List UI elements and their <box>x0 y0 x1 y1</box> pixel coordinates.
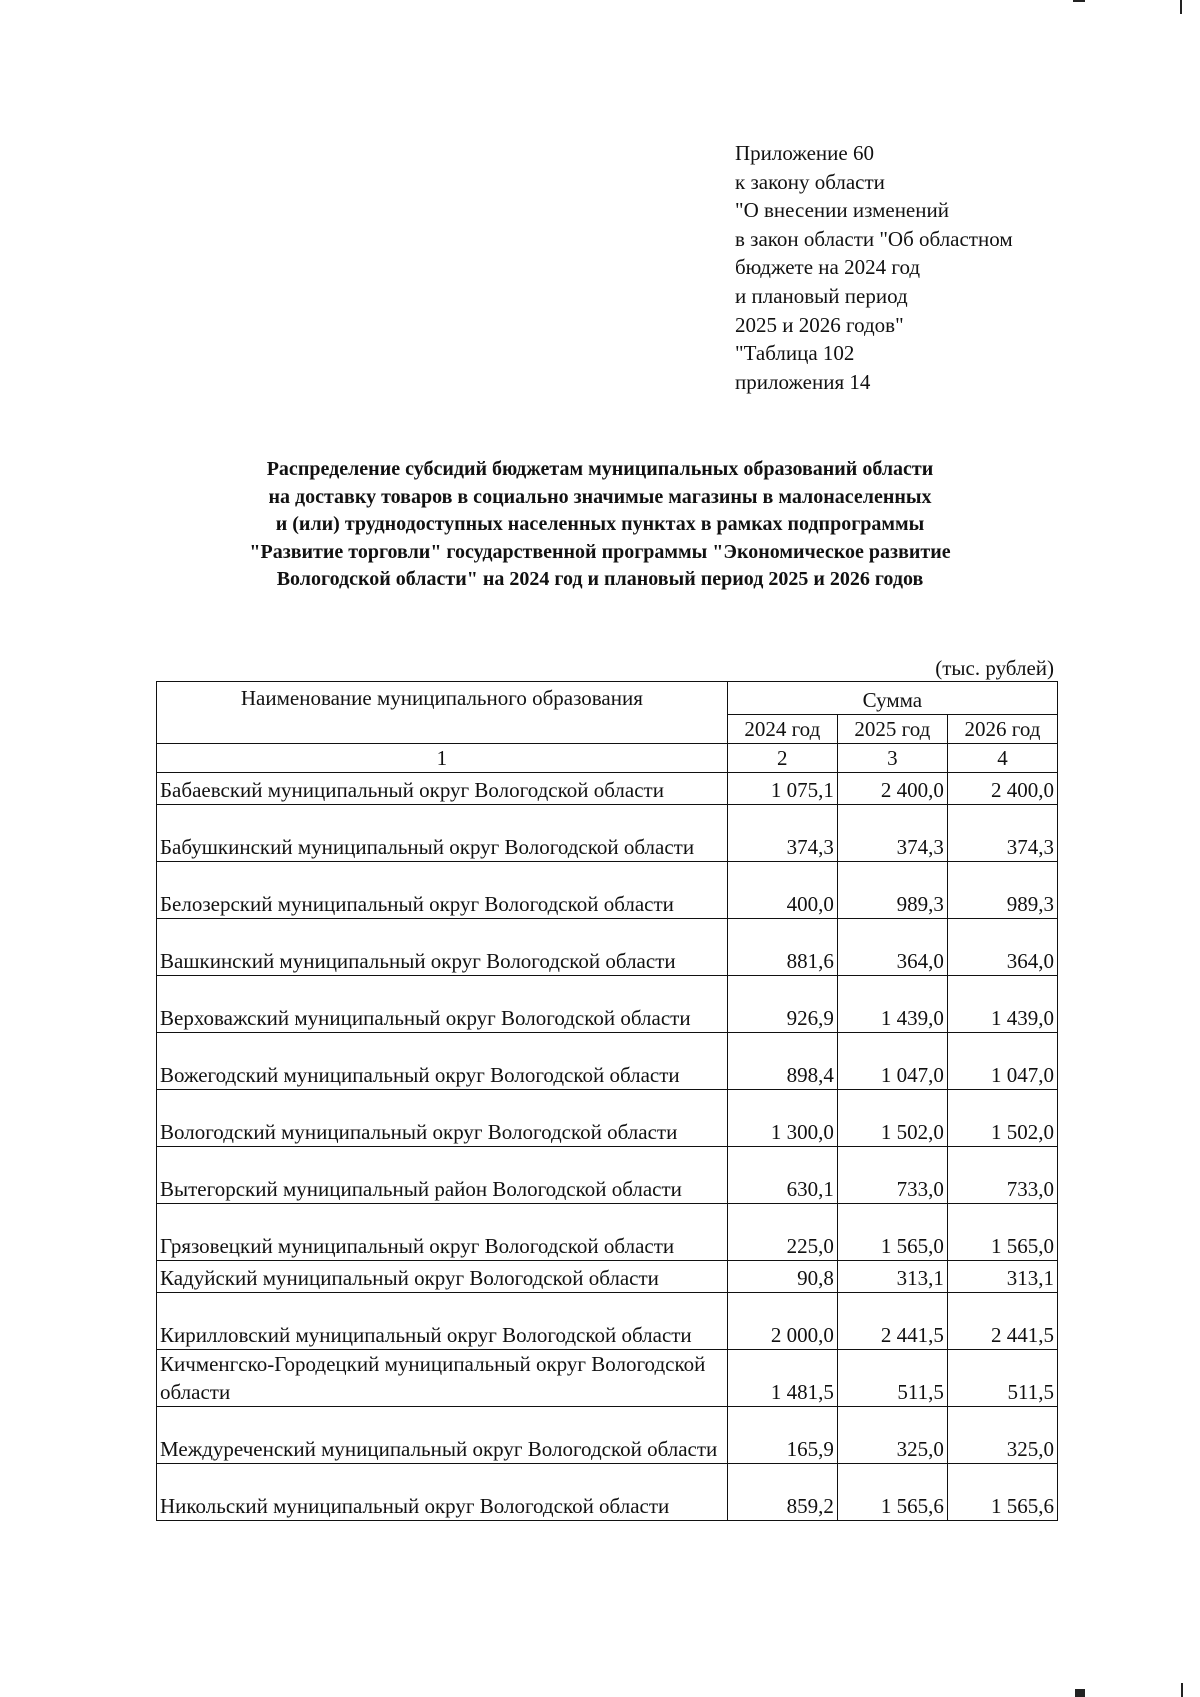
header-year-2025: 2025 год <box>837 715 947 744</box>
municipality-name: Вытегорский муниципальный район Вологодской области <box>157 1147 728 1204</box>
appendix-line: 2025 и 2026 годов" <box>735 312 904 337</box>
amount-2024: 374,3 <box>727 805 837 862</box>
column-number: 1 <box>157 744 728 773</box>
municipality-name: Никольский муниципальный округ Вологодской области <box>157 1464 728 1521</box>
amount-2024: 898,4 <box>727 1033 837 1090</box>
amount-2025: 989,3 <box>837 862 947 919</box>
header-sum: Сумма <box>727 682 1057 715</box>
amount-2025: 1 047,0 <box>837 1033 947 1090</box>
amount-2024: 1 075,1 <box>727 773 837 805</box>
municipality-name: Бабаевский муниципальный округ Вологодской области <box>157 773 728 805</box>
amount-2025: 374,3 <box>837 805 947 862</box>
table-row <box>157 1407 1058 1464</box>
appendix-note <box>735 139 1013 396</box>
amount-2024: 165,9 <box>727 1407 837 1464</box>
appendix-line: к закону области <box>735 169 885 194</box>
amount-2026: 313,1 <box>947 1261 1057 1293</box>
amount-2024: 400,0 <box>727 862 837 919</box>
amount-2024: 225,0 <box>727 1204 837 1261</box>
table-row <box>157 1090 1058 1147</box>
municipality-name: Кирилловский муниципальный округ Вологодской области <box>157 1293 728 1350</box>
appendix-line: в закон области "Об областном <box>735 226 1013 251</box>
municipality-name: Бабушкинский муниципальный округ Вологодской области <box>157 805 728 862</box>
municipality-name: Междуреченский муниципальный округ Вологодской области <box>157 1407 728 1464</box>
scan-edge-mark-bottom-right <box>1181 1683 1183 1697</box>
municipality-name: Кадуйский муниципальный округ Вологодской области <box>157 1261 728 1293</box>
table-row <box>157 919 1058 976</box>
appendix-line: "О внесении изменений <box>735 198 949 223</box>
header-year-2024: 2024 год <box>727 715 837 744</box>
table-row <box>157 805 1058 862</box>
amount-2026: 325,0 <box>947 1407 1057 1464</box>
table-row <box>157 1261 1058 1293</box>
table-row <box>157 862 1058 919</box>
municipality-name: Вашкинский муниципальный округ Вологодской области <box>157 919 728 976</box>
table-row <box>157 1147 1058 1204</box>
amount-2025: 1 565,0 <box>837 1204 947 1261</box>
amount-2025: 1 565,6 <box>837 1464 947 1521</box>
amount-2025: 1 502,0 <box>837 1090 947 1147</box>
table-row <box>157 1464 1058 1521</box>
amount-2025: 2 441,5 <box>837 1293 947 1350</box>
table-column-numbers-row <box>157 744 1058 773</box>
amount-2024: 859,2 <box>727 1464 837 1521</box>
municipality-name: Грязовецкий муниципальный округ Вологодской области <box>157 1204 728 1261</box>
amount-2024: 2 000,0 <box>727 1293 837 1350</box>
amount-2025: 511,5 <box>837 1350 947 1407</box>
amount-2025: 1 439,0 <box>837 976 947 1033</box>
title-line: и (или) труднодоступных населенных пунктах в рамках подпрограммы <box>275 513 925 536</box>
amount-2025: 325,0 <box>837 1407 947 1464</box>
subsidy-table <box>156 681 1058 1521</box>
municipality-name: Вожегодский муниципальный округ Вологодской области <box>157 1033 728 1090</box>
appendix-line: "Таблица 102 <box>735 341 855 366</box>
amount-2025: 2 400,0 <box>837 773 947 805</box>
amount-2026: 1 439,0 <box>947 976 1057 1033</box>
header-name: Наименование муниципального образования <box>157 682 728 744</box>
table-row <box>157 1033 1058 1090</box>
amount-2024: 881,6 <box>727 919 837 976</box>
amount-2026: 1 502,0 <box>947 1090 1057 1147</box>
amount-2026: 511,5 <box>947 1350 1057 1407</box>
amount-2026: 1 565,6 <box>947 1464 1057 1521</box>
scan-edge-mark-top-right <box>1180 0 1182 14</box>
title-line: Распределение субсидий бюджетам муниципальных образований области <box>266 458 934 480</box>
column-number: 2 <box>727 744 837 773</box>
amount-2024: 926,9 <box>727 976 837 1033</box>
units-label: (тыс. рублей) <box>935 656 1054 680</box>
table-row <box>157 1204 1058 1261</box>
amount-2026: 1 047,0 <box>947 1033 1057 1090</box>
column-number: 4 <box>947 744 1057 773</box>
amount-2026: 364,0 <box>947 919 1057 976</box>
amount-2025: 364,0 <box>837 919 947 976</box>
scan-edge-mark-bottom <box>1075 1689 1085 1697</box>
appendix-line: бюджете на 2024 год <box>735 255 921 280</box>
amount-2026: 2 441,5 <box>947 1293 1057 1350</box>
municipality-name: Вологодский муниципальный округ Вологодской области <box>157 1090 728 1147</box>
amount-2026: 733,0 <box>947 1147 1057 1204</box>
title-line: на доставку товаров в социально значимые магазины в малонаселенных <box>268 485 932 508</box>
amount-2024: 1 481,5 <box>727 1350 837 1407</box>
municipality-name: Кичменгско-Городецкий муниципальный округ Вологодской области <box>157 1350 728 1407</box>
municipality-name: Верховажский муниципальный округ Вологодской области <box>157 976 728 1033</box>
municipality-name: Белозерский муниципальный округ Вологодской области <box>157 862 728 919</box>
title-line: Вологодской области" на 2024 год и плановый период 2025 и 2026 годов <box>276 568 924 591</box>
amount-2024: 630,1 <box>727 1147 837 1204</box>
table-row <box>157 976 1058 1033</box>
amount-2026: 989,3 <box>947 862 1057 919</box>
scan-edge-mark-top <box>1073 0 1085 2</box>
appendix-line: приложения 14 <box>735 369 871 394</box>
appendix-line: Приложение 60 <box>735 141 874 165</box>
amount-2026: 374,3 <box>947 805 1057 862</box>
amount-2026: 2 400,0 <box>947 773 1057 805</box>
amount-2026: 1 565,0 <box>947 1204 1057 1261</box>
title-line: "Развитие торговли" государственной программы "Экономическое развитие <box>249 540 951 563</box>
column-number: 3 <box>837 744 947 773</box>
amount-2024: 1 300,0 <box>727 1090 837 1147</box>
table-header-row <box>157 682 1058 715</box>
amount-2025: 313,1 <box>837 1261 947 1293</box>
table-row <box>157 1293 1058 1350</box>
amount-2025: 733,0 <box>837 1147 947 1204</box>
amount-2024: 90,8 <box>727 1261 837 1293</box>
header-year-2026: 2026 год <box>947 715 1057 744</box>
document-title <box>130 456 1070 594</box>
table-row <box>157 1350 1058 1407</box>
table-row <box>157 773 1058 805</box>
appendix-line: и плановый период <box>735 283 908 308</box>
